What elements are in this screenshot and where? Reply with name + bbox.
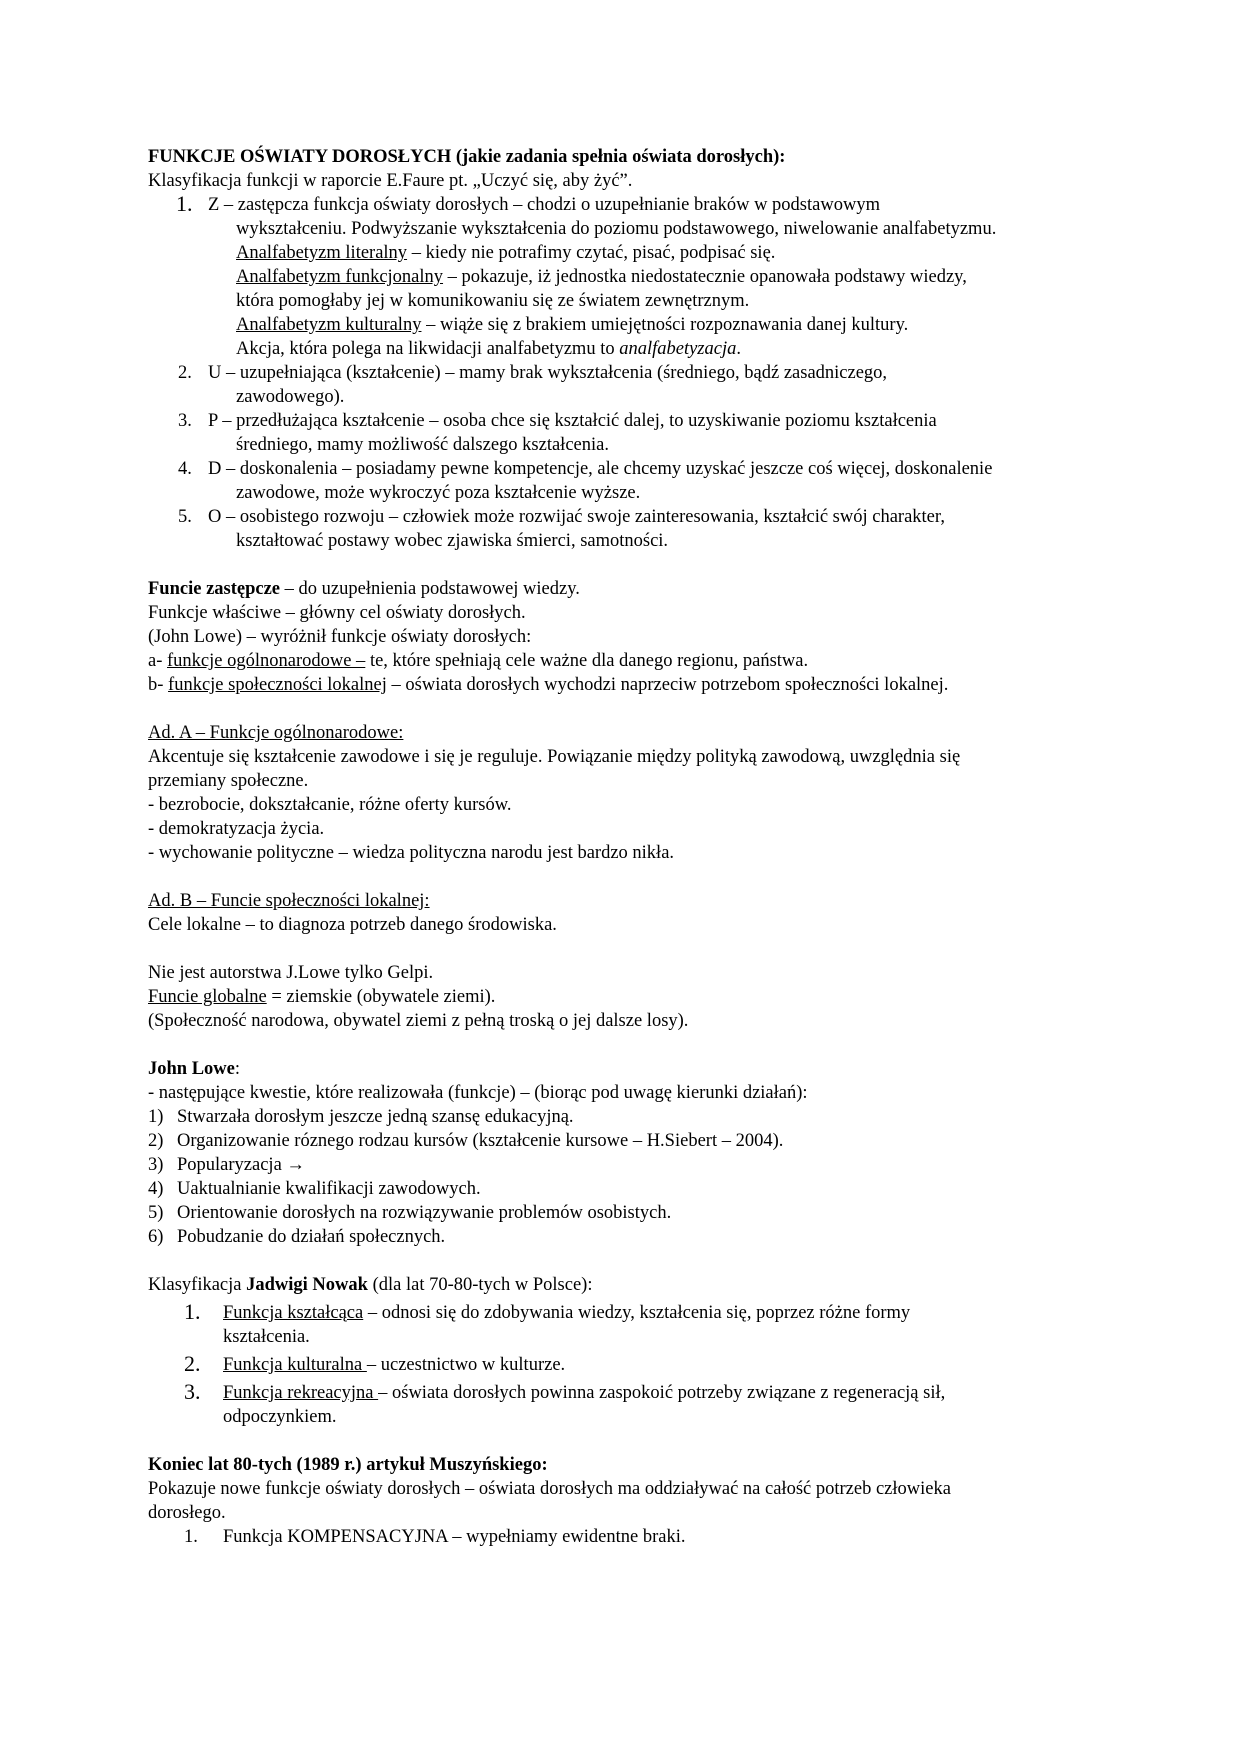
list-item-text: Funkcja KOMPENSACYJNA – wypełniamy ewidentne braki. [223,1527,686,1547]
faure-item-2 [148,361,1093,409]
list-item-text: Uaktualnianie kwalifikacji zawodowych. [177,1179,481,1199]
faure-item-4 [148,457,1093,505]
john-lowe-item [148,1177,1093,1201]
spacer [148,1429,1093,1453]
list-number: 4) [148,1179,164,1199]
list-number: 1) [148,1107,164,1127]
list-number: 1. [184,1527,198,1547]
john-lowe-item [148,1225,1093,1249]
spacer [148,1249,1093,1273]
gelpi-line: (Społeczność narodowa, obywatel ziemi z pełną troską o jej dalsze losy). [148,1011,689,1031]
faure-item-line: D – doskonalenia – posiadamy pewne kompetencje, ale chcemy uzyskać jeszcze coś więcej, doskonalenie [208,459,993,479]
john-lowe-intro: (John Lowe) – wyróżnił funkcje oświaty dorosłych: [148,627,532,647]
ad-a-line: - demokratyzacja życia. [148,819,325,839]
john-lowe-item [148,1105,1093,1129]
faure-item-1 [148,193,1093,361]
john-lowe-item [148,1129,1093,1153]
spacer [148,937,1093,961]
faure-intro: Klasyfikacja funkcji w raporcie E.Faure pt. „Uczyć się, aby żyć”. [148,171,633,191]
spacer [148,1033,1093,1057]
analfabetyzm-kulturalny: Analfabetyzm kulturalny – wiąże się z brakiem umiejętności rozpoznawania danej kultury. [236,315,909,335]
list-number: 2) [148,1131,164,1151]
faure-item-line: U – uzupełniająca (kształcenie) – mamy brak wykształcenia (średniego, bądź zasadniczego, [208,363,888,383]
ad-b-heading: Ad. B – Funcie społeczności lokalnej: [148,891,430,911]
ad-a-line: - bezrobocie, dokształcanie, różne oferty kursów. [148,795,512,815]
nowak-item-line: Funkcja kulturalna – uczestnictwo w kulturze. [223,1355,566,1375]
muszynski-line: dorosłego. [148,1503,226,1523]
list-item-text: Organizowanie róznego rodzau kursów (kształcenie kursowe – H.Siebert – 2004). [177,1131,784,1151]
faure-item-line: kształtować postawy wobec zjawiska śmierci, samotności. [236,531,669,551]
faure-item-5 [148,505,1093,553]
ad-a-line: - wychowanie polityczne – wiedza polityczna narodu jest bardzo nikła. [148,843,675,863]
list-number: 2. [178,363,192,383]
ad-a-line: przemiany społeczne. [148,771,309,791]
list-number: 5) [148,1203,164,1223]
faure-item-line: zawodowego). [236,387,345,407]
list-number: 2. [184,1351,201,1376]
list-item-text: Popularyzacja → [177,1155,305,1175]
document-page [148,145,1093,1549]
funkcje-globalne: Funcie globalne = ziemskie (obywatele ziemi). [148,987,496,1007]
faure-item-1-line: Z – zastępcza funkcja oświaty dorosłych – chodzi o uzupełnianie braków w podstawowym [208,195,880,215]
list-item-text: Stwarzała dorosłym jeszcze jedną szansę edukacyjną. [177,1107,574,1127]
faure-item-line: O – osobistego rozwoju – człowiek może rozwijać swoje zainteresowania, kształcić swój charakter, [208,507,945,527]
faure-item-1-line: która pomogłaby jej w komunikowaniu się ze światem zewnętrznym. [236,291,750,311]
nowak-item-1 [148,1301,1093,1349]
funkcje-zastepcze: Funcie zastępcze – do uzupełnienia podstawowej wiedzy. [148,579,580,599]
list-number: 1. [176,191,193,216]
nowak-item-line: kształcenia. [223,1327,310,1347]
gelpi-line: Nie jest autorstwa J.Lowe tylko Gelpi. [148,963,434,983]
list-number: 4. [178,459,192,479]
muszynski-item-1 [148,1525,1093,1549]
john-lowe-intro-line: - następujące kwestie, które realizowała (funkcje) – (biorąc pod uwagę kierunki działań): [148,1083,808,1103]
analfabetyzm-literalny: Analfabetyzm literalny – kiedy nie potrafimy czytać, pisać, podpisać się. [236,243,776,263]
nowak-item-2 [148,1353,1093,1377]
list-item-text: Pobudzanie do działań społecznych. [177,1227,446,1247]
john-lowe-heading: John Lowe: [148,1059,241,1079]
john-lowe-item [148,1201,1093,1225]
analfabetyzacja-line: Akcja, która polega na likwidacji analfabetyzmu to analfabetyzacja. [236,339,741,359]
funkcje-b: b- funkcje społeczności lokalnej – oświata dorosłych wychodzi naprzeciw potrzebom społeczności lokalnej. [148,675,949,695]
faure-item-1-line: wykształceniu. Podwyższanie wykształcenia do poziomu podstawowego, niwelowanie analfabetyzmu. [236,219,997,239]
list-number: 3. [178,411,192,431]
list-number: 5. [178,507,192,527]
ad-a-line: Akcentuje się kształcenie zawodowe i się je reguluje. Powiązanie między polityką zawodową, uwzględnia się [148,747,961,767]
faure-item-line: średniego, mamy możliwość dalszego kształcenia. [236,435,609,455]
list-number: 6) [148,1227,164,1247]
list-number: 3) [148,1155,164,1175]
funkcje-wlasciwe: Funkcje właściwe – główny cel oświaty dorosłych. [148,603,526,623]
nowak-item-3 [148,1381,1093,1429]
faure-item-line: zawodowe, może wykroczyć poza kształcenie wyższe. [236,483,641,503]
john-lowe-item [148,1153,1093,1177]
ad-b-line: Cele lokalne – to diagnoza potrzeb danego środowiska. [148,915,557,935]
nowak-item-line: Funkcja kształcąca – odnosi się do zdobywania wiedzy, kształcenia się, poprzez różne formy [223,1303,911,1323]
list-item-text: Orientowanie dorosłych na rozwiązywanie problemów osobistych. [177,1203,672,1223]
spacer [148,553,1093,577]
spacer [148,697,1093,721]
muszynski-line: Pokazuje nowe funkcje oświaty dorosłych – oświata dorosłych ma oddziaływać na całość potrzeb człowieka [148,1479,951,1499]
spacer [148,865,1093,889]
faure-item-3 [148,409,1093,457]
ad-a-heading: Ad. A – Funkcje ogólnonarodowe: [148,723,404,743]
document-title: FUNKCJE OŚWIATY DOROSŁYCH (jakie zadania spełnia oświata dorosłych): [148,147,786,167]
funkcje-a: a- funkcje ogólnonarodowe – te, które spełniają cele ważne dla danego regionu, państwa. [148,651,809,671]
nowak-intro: Klasyfikacja Jadwigi Nowak (dla lat 70-80-tych w Polsce): [148,1275,593,1295]
muszynski-heading: Koniec lat 80-tych (1989 r.) artykuł Muszyńskiego: [148,1455,548,1475]
faure-item-line: P – przedłużająca kształcenie – osoba chce się kształcić dalej, to uzyskiwanie poziomu kształcenia [208,411,937,431]
list-number: 1. [184,1299,201,1324]
nowak-item-line: odpoczynkiem. [223,1407,337,1427]
list-number: 3. [184,1379,201,1404]
nowak-item-line: Funkcja rekreacyjna – oświata dorosłych powinna zaspokoić potrzeby związane z regeneracją sił, [223,1383,946,1403]
analfabetyzm-funkcjonalny: Analfabetyzm funkcjonalny – pokazuje, iż jednostka niedostatecznie opanowała podstawy wiedzy, [236,267,967,287]
